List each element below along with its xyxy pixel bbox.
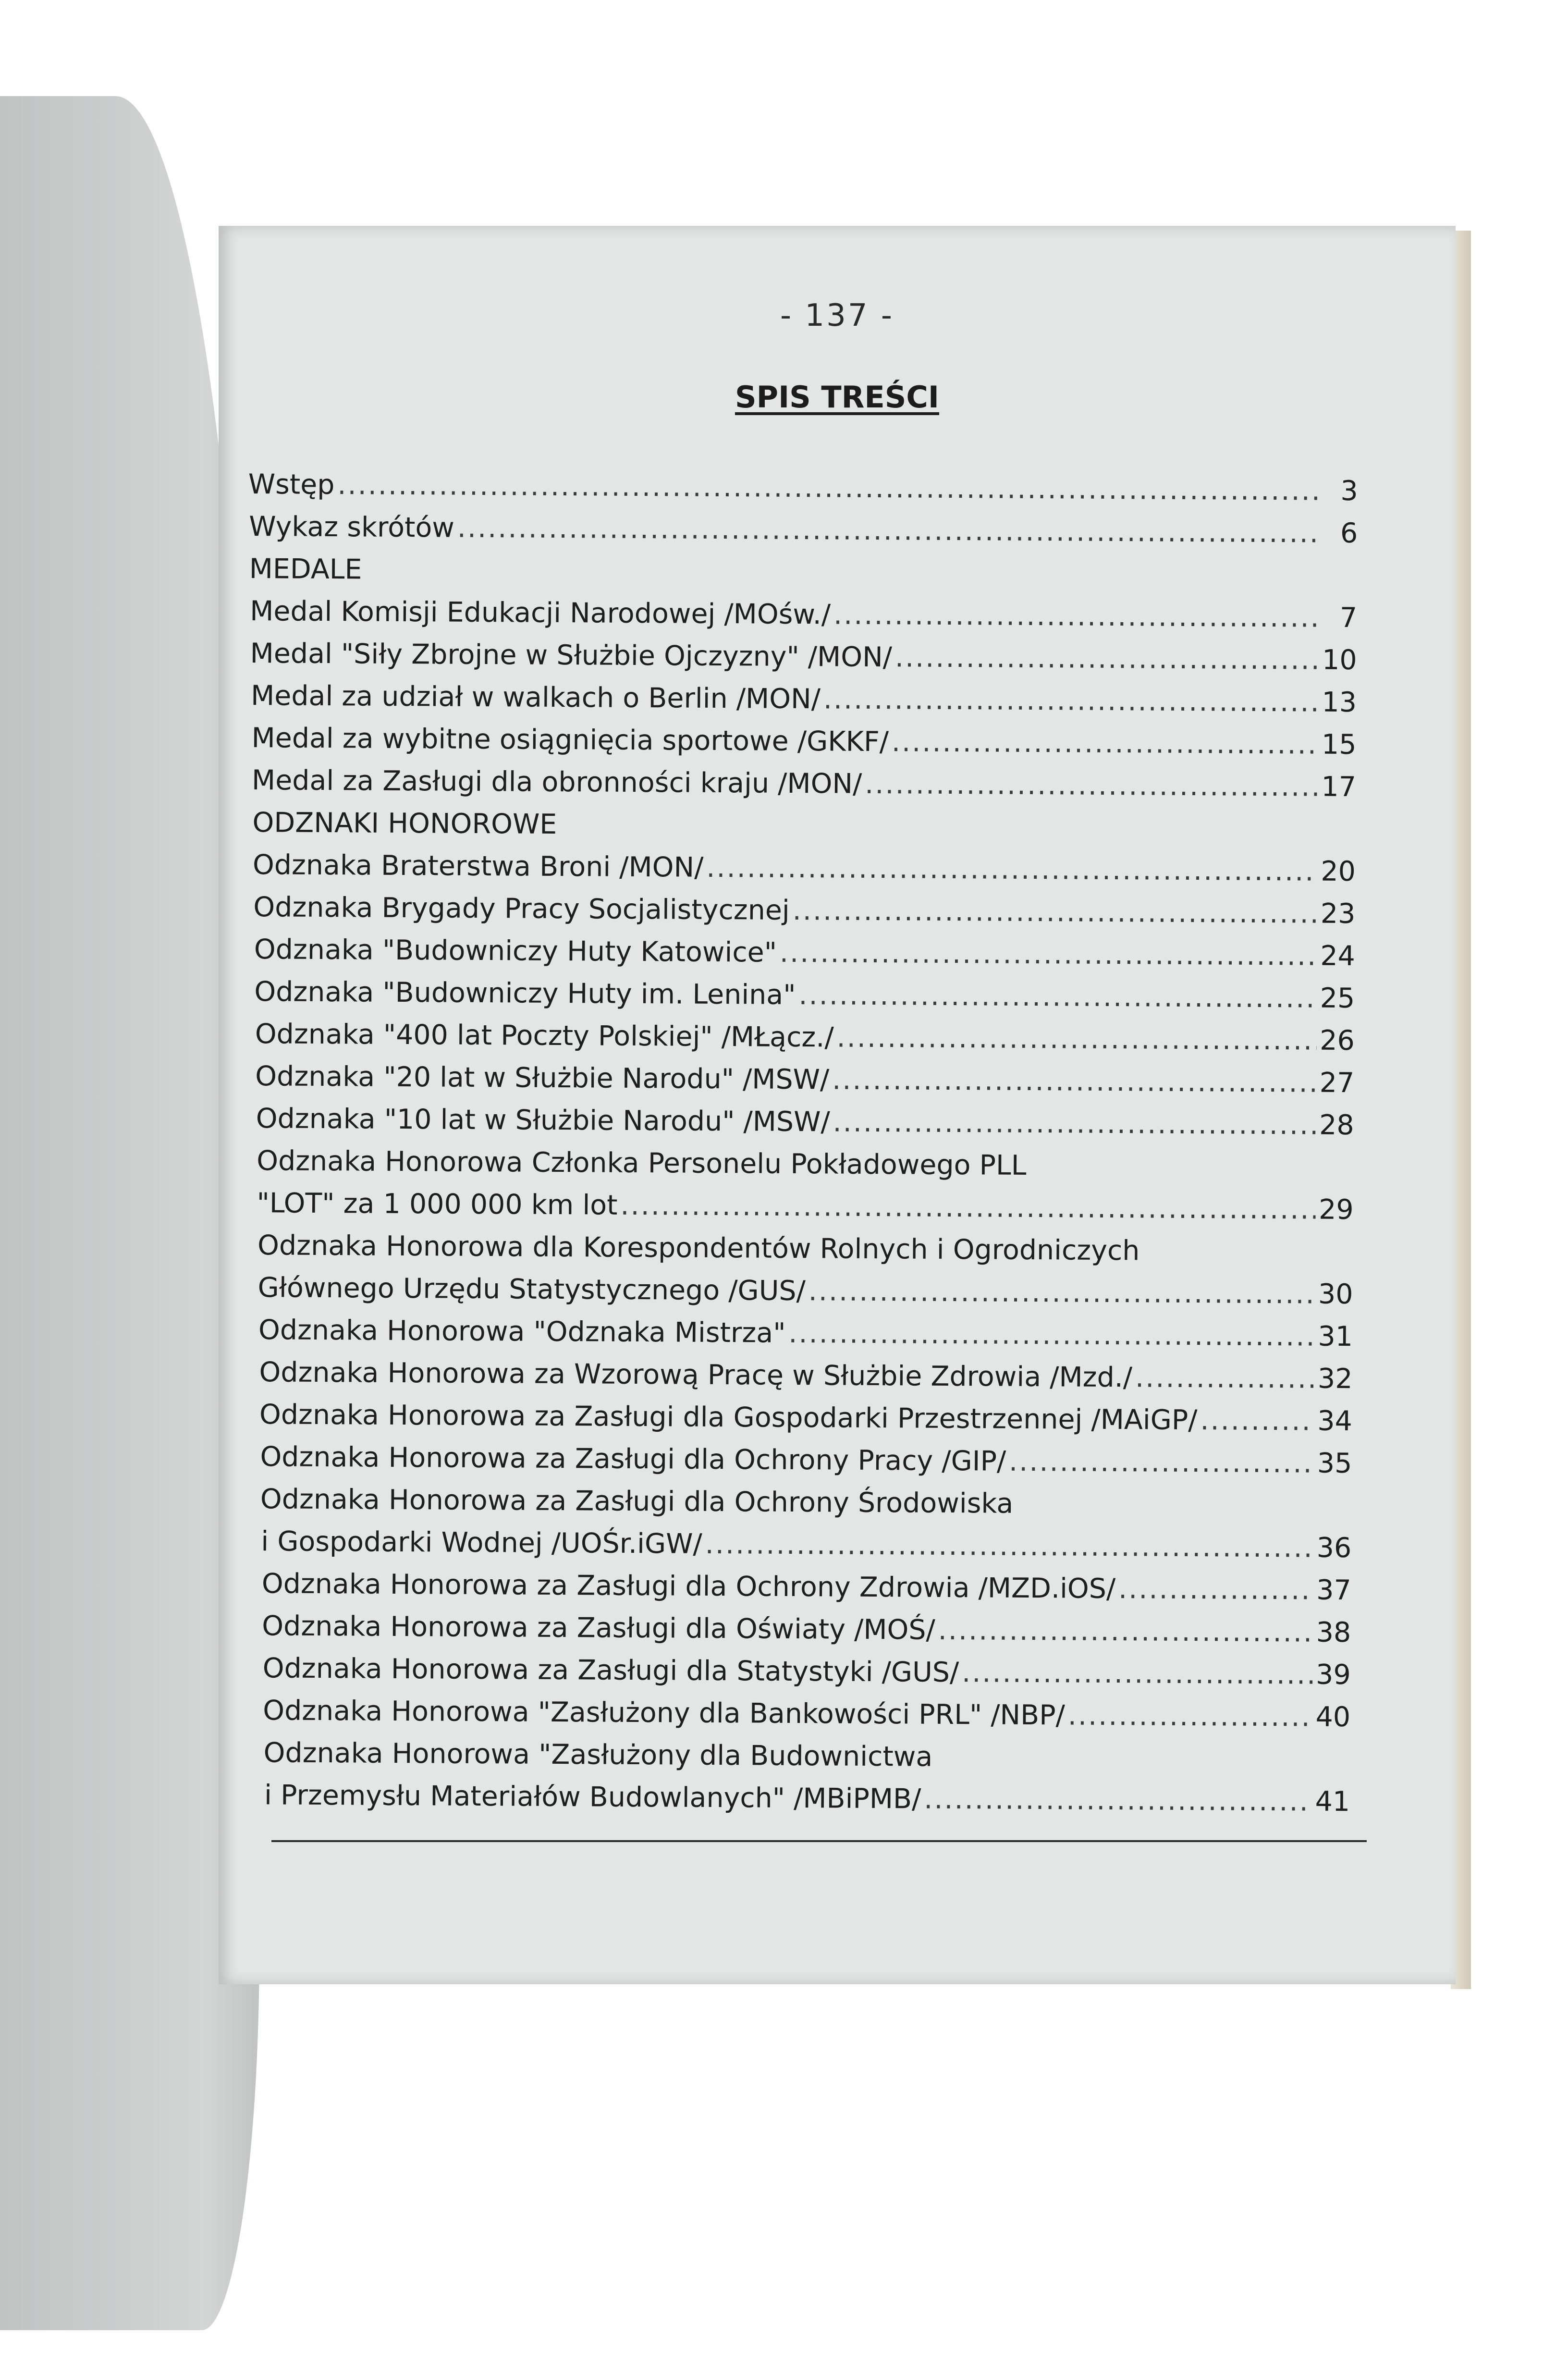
toc-entry-page: 3 xyxy=(1340,475,1358,507)
toc-entry-label: Odznaka "20 lat w Służbie Narodu" /MSW/ xyxy=(255,1060,830,1096)
toc-dot-leader xyxy=(895,641,1320,676)
toc-dot-leader xyxy=(1200,1404,1314,1437)
toc-entry xyxy=(243,1399,1352,1448)
toc-entry-label: i Przemysłu Materiałów Budowlanych" /MBiPMB/ xyxy=(264,1779,921,1815)
toc-dot-leader xyxy=(832,1064,1317,1098)
toc-entry-page: 35 xyxy=(1317,1447,1352,1480)
toc-entry-label: Odznaka Honorowa "Zasłużony dla Bankowości PRL" /NBP/ xyxy=(263,1695,1066,1732)
page-number: - 137 - xyxy=(780,298,894,333)
toc-dot-leader xyxy=(1135,1362,1315,1394)
toc-entry-label: Odznaka "Budowniczy Huty im. Lenina" xyxy=(254,976,796,1011)
toc-entry xyxy=(248,511,1358,560)
toc-entry-label: Odznaka Honorowa dla Korespondentów Rolnych i Ogrodniczych xyxy=(257,1229,1140,1267)
toc-entry-page: 13 xyxy=(1322,686,1357,719)
toc-entry-label: MEDALE xyxy=(249,553,362,586)
toc-entry-label: Odznaka Honorowa za Zasługi dla Ochrony Zdrowia /MZD.iOS/ xyxy=(261,1568,1116,1605)
toc-entry xyxy=(245,891,1355,940)
toc-dot-leader xyxy=(337,469,1322,507)
toc-entry-label: Odznaka Honorowa za Zasługi dla Ochrony Pracy /GIP/ xyxy=(260,1441,1006,1477)
toc-entry xyxy=(246,722,1356,771)
toc-dot-leader xyxy=(1009,1446,1314,1479)
toc-dot-leader xyxy=(924,1783,1312,1818)
toc-dot-leader xyxy=(808,1275,1316,1310)
toc-entry-label: Odznaka Honorowa Członka Personelu Pokładowego PLL xyxy=(256,1145,1027,1181)
toc-entry xyxy=(241,1695,1350,1744)
toc-entry xyxy=(240,1737,1350,1786)
toc-entry-page: 34 xyxy=(1317,1405,1353,1438)
toc-entry-page: 38 xyxy=(1316,1616,1351,1649)
toc-entry-label: Medal za wybitne osiągnięcia sportowe /GKKF/ xyxy=(251,722,889,758)
toc-entry xyxy=(246,764,1356,813)
toc-dot-leader xyxy=(620,1190,1316,1226)
toc-entry-page: 27 xyxy=(1319,1067,1355,1099)
toc-entry xyxy=(240,1779,1350,1828)
toc-dot-leader xyxy=(457,512,1322,549)
toc-entry-label: Medal Komisji Edukacji Narodowej /MOśw./ xyxy=(249,595,831,631)
toc-entry xyxy=(244,1145,1354,1194)
toc-entry-page: 10 xyxy=(1322,644,1357,676)
toc-entry-label: Odznaka Honorowa "Zasłużony dla Budownictwa xyxy=(263,1737,933,1773)
toc-entry-page: 30 xyxy=(1318,1278,1353,1311)
toc-entry xyxy=(247,595,1357,644)
toc-entry-label: Odznaka Honorowa za Zasługi dla Oświaty /MOŚ/ xyxy=(262,1610,935,1646)
toc-dot-leader xyxy=(833,1106,1316,1141)
toc-entry xyxy=(243,1272,1353,1321)
toc-entry xyxy=(242,1483,1352,1532)
toc-dot-leader xyxy=(892,726,1319,760)
toc-entry xyxy=(241,1610,1351,1659)
toc-entry-page: 31 xyxy=(1318,1320,1353,1353)
toc-entry-page: 15 xyxy=(1321,728,1357,761)
toc-entry-label: Odznaka Honorowa za Zasługi dla Ochrony Środowiska xyxy=(260,1483,1014,1520)
toc-dot-leader xyxy=(938,1614,1313,1648)
toc-entry-page: 41 xyxy=(1315,1785,1350,1818)
toc-dot-leader xyxy=(836,1022,1317,1057)
table-of-contents xyxy=(240,468,1358,1828)
toc-dot-leader xyxy=(833,599,1321,633)
toc-entry-page: 20 xyxy=(1321,855,1356,888)
toc-dot-leader xyxy=(823,683,1319,718)
toc-dot-leader xyxy=(788,1317,1315,1352)
toc-entry xyxy=(244,1103,1354,1152)
toc-entry xyxy=(245,934,1355,983)
toc-entry xyxy=(245,1018,1354,1067)
toc-entry-label: i Gospodarki Wodnej /UOŚr.iGW/ xyxy=(261,1525,702,1560)
toc-entry xyxy=(247,638,1357,687)
toc-entry-label: ODZNAKI HONOROWE xyxy=(252,807,557,840)
toc-entry xyxy=(246,807,1356,856)
toc-entry-page: 6 xyxy=(1340,517,1358,550)
toc-entry xyxy=(245,1060,1354,1109)
toc-entry xyxy=(247,553,1357,602)
toc-entry-label: Odznaka Honorowa za Zasługi dla Gospodarki Przestrzennej /MAiGP/ xyxy=(259,1399,1198,1437)
toc-dot-leader xyxy=(798,979,1317,1014)
toc-entry-label: Medal za udział w walkach o Berlin /MON/ xyxy=(250,680,821,715)
book-page xyxy=(219,226,1456,1984)
toc-entry-page: 25 xyxy=(1320,982,1355,1015)
toc-entry-label: Odznaka Honorowa za Wzorową Pracę w Służbie Zdrowia /Mzd./ xyxy=(259,1356,1133,1394)
toc-dot-leader xyxy=(1068,1699,1313,1733)
toc-entry xyxy=(247,680,1357,729)
toc-entry-label: Głównego Urzędu Statystycznego /GUS/ xyxy=(257,1272,806,1307)
toc-entry-label: Odznaka Honorowa "Odznaka Mistrza" xyxy=(258,1314,786,1349)
bottom-rule xyxy=(271,1840,1367,1842)
toc-entry xyxy=(241,1568,1351,1617)
toc-entry-page: 24 xyxy=(1320,940,1356,972)
toc-entry-label: Medal "Siły Zbrojne w Służbie Ojczyzny" /MON/ xyxy=(250,638,893,674)
toc-dot-leader xyxy=(1118,1573,1313,1606)
toc-entry xyxy=(243,1314,1353,1363)
toc-entry xyxy=(242,1525,1351,1574)
toc-entry-page: 36 xyxy=(1316,1532,1352,1564)
toc-entry-page: 28 xyxy=(1319,1109,1354,1142)
toc-dot-leader xyxy=(705,1528,1313,1564)
toc-entry-label: Odznaka Brygady Pracy Socjalistycznej xyxy=(253,891,790,926)
toc-entry-page: 23 xyxy=(1320,897,1356,930)
toc-dot-leader xyxy=(780,937,1318,972)
toc-entry xyxy=(244,1229,1353,1278)
toc-entry-page: 39 xyxy=(1315,1659,1351,1691)
toc-entry xyxy=(246,849,1356,898)
toc-entry-label: Odznaka Braterstwa Broni /MON/ xyxy=(252,849,704,884)
toc-entry xyxy=(242,1441,1352,1490)
toc-entry xyxy=(248,468,1358,517)
toc-entry-label: Medal za Zasługi dla obronności kraju /MON/ xyxy=(251,764,862,800)
page-title: SPIS TREŚCI xyxy=(735,380,939,415)
toc-entry xyxy=(241,1652,1350,1701)
toc-dot-leader xyxy=(706,852,1318,887)
toc-entry-label: Odznaka "Budowniczy Huty Katowice" xyxy=(254,934,777,969)
toc-entry xyxy=(245,976,1355,1025)
toc-entry-label: Odznaka "400 lat Poczty Polskiej" /MŁącz./ xyxy=(255,1018,834,1054)
toc-entry-page: 29 xyxy=(1318,1193,1354,1226)
toc-entry-page: 17 xyxy=(1321,771,1357,803)
toc-entry-label: Odznaka "10 lat w Służbie Narodu" /MSW/ xyxy=(256,1103,830,1138)
toc-entry-page: 32 xyxy=(1317,1363,1353,1395)
toc-entry-page: 40 xyxy=(1315,1701,1351,1733)
toc-entry-label: Odznaka Honorowa za Zasługi dla Statystyki /GUS/ xyxy=(262,1652,959,1689)
toc-dot-leader xyxy=(793,895,1318,930)
toc-dot-leader xyxy=(865,768,1319,803)
toc-entry xyxy=(244,1187,1353,1236)
toc-entry-page: 26 xyxy=(1320,1024,1355,1057)
toc-entry xyxy=(243,1356,1352,1405)
toc-entry-page: 7 xyxy=(1339,602,1358,634)
toc-dot-leader xyxy=(962,1657,1313,1690)
toc-entry-label: Wstęp xyxy=(248,468,335,501)
toc-entry-label: Wykaz skrótów xyxy=(249,511,455,544)
toc-entry-page: 37 xyxy=(1316,1574,1351,1607)
toc-entry-label: "LOT" za 1 000 000 km lot xyxy=(257,1187,618,1221)
